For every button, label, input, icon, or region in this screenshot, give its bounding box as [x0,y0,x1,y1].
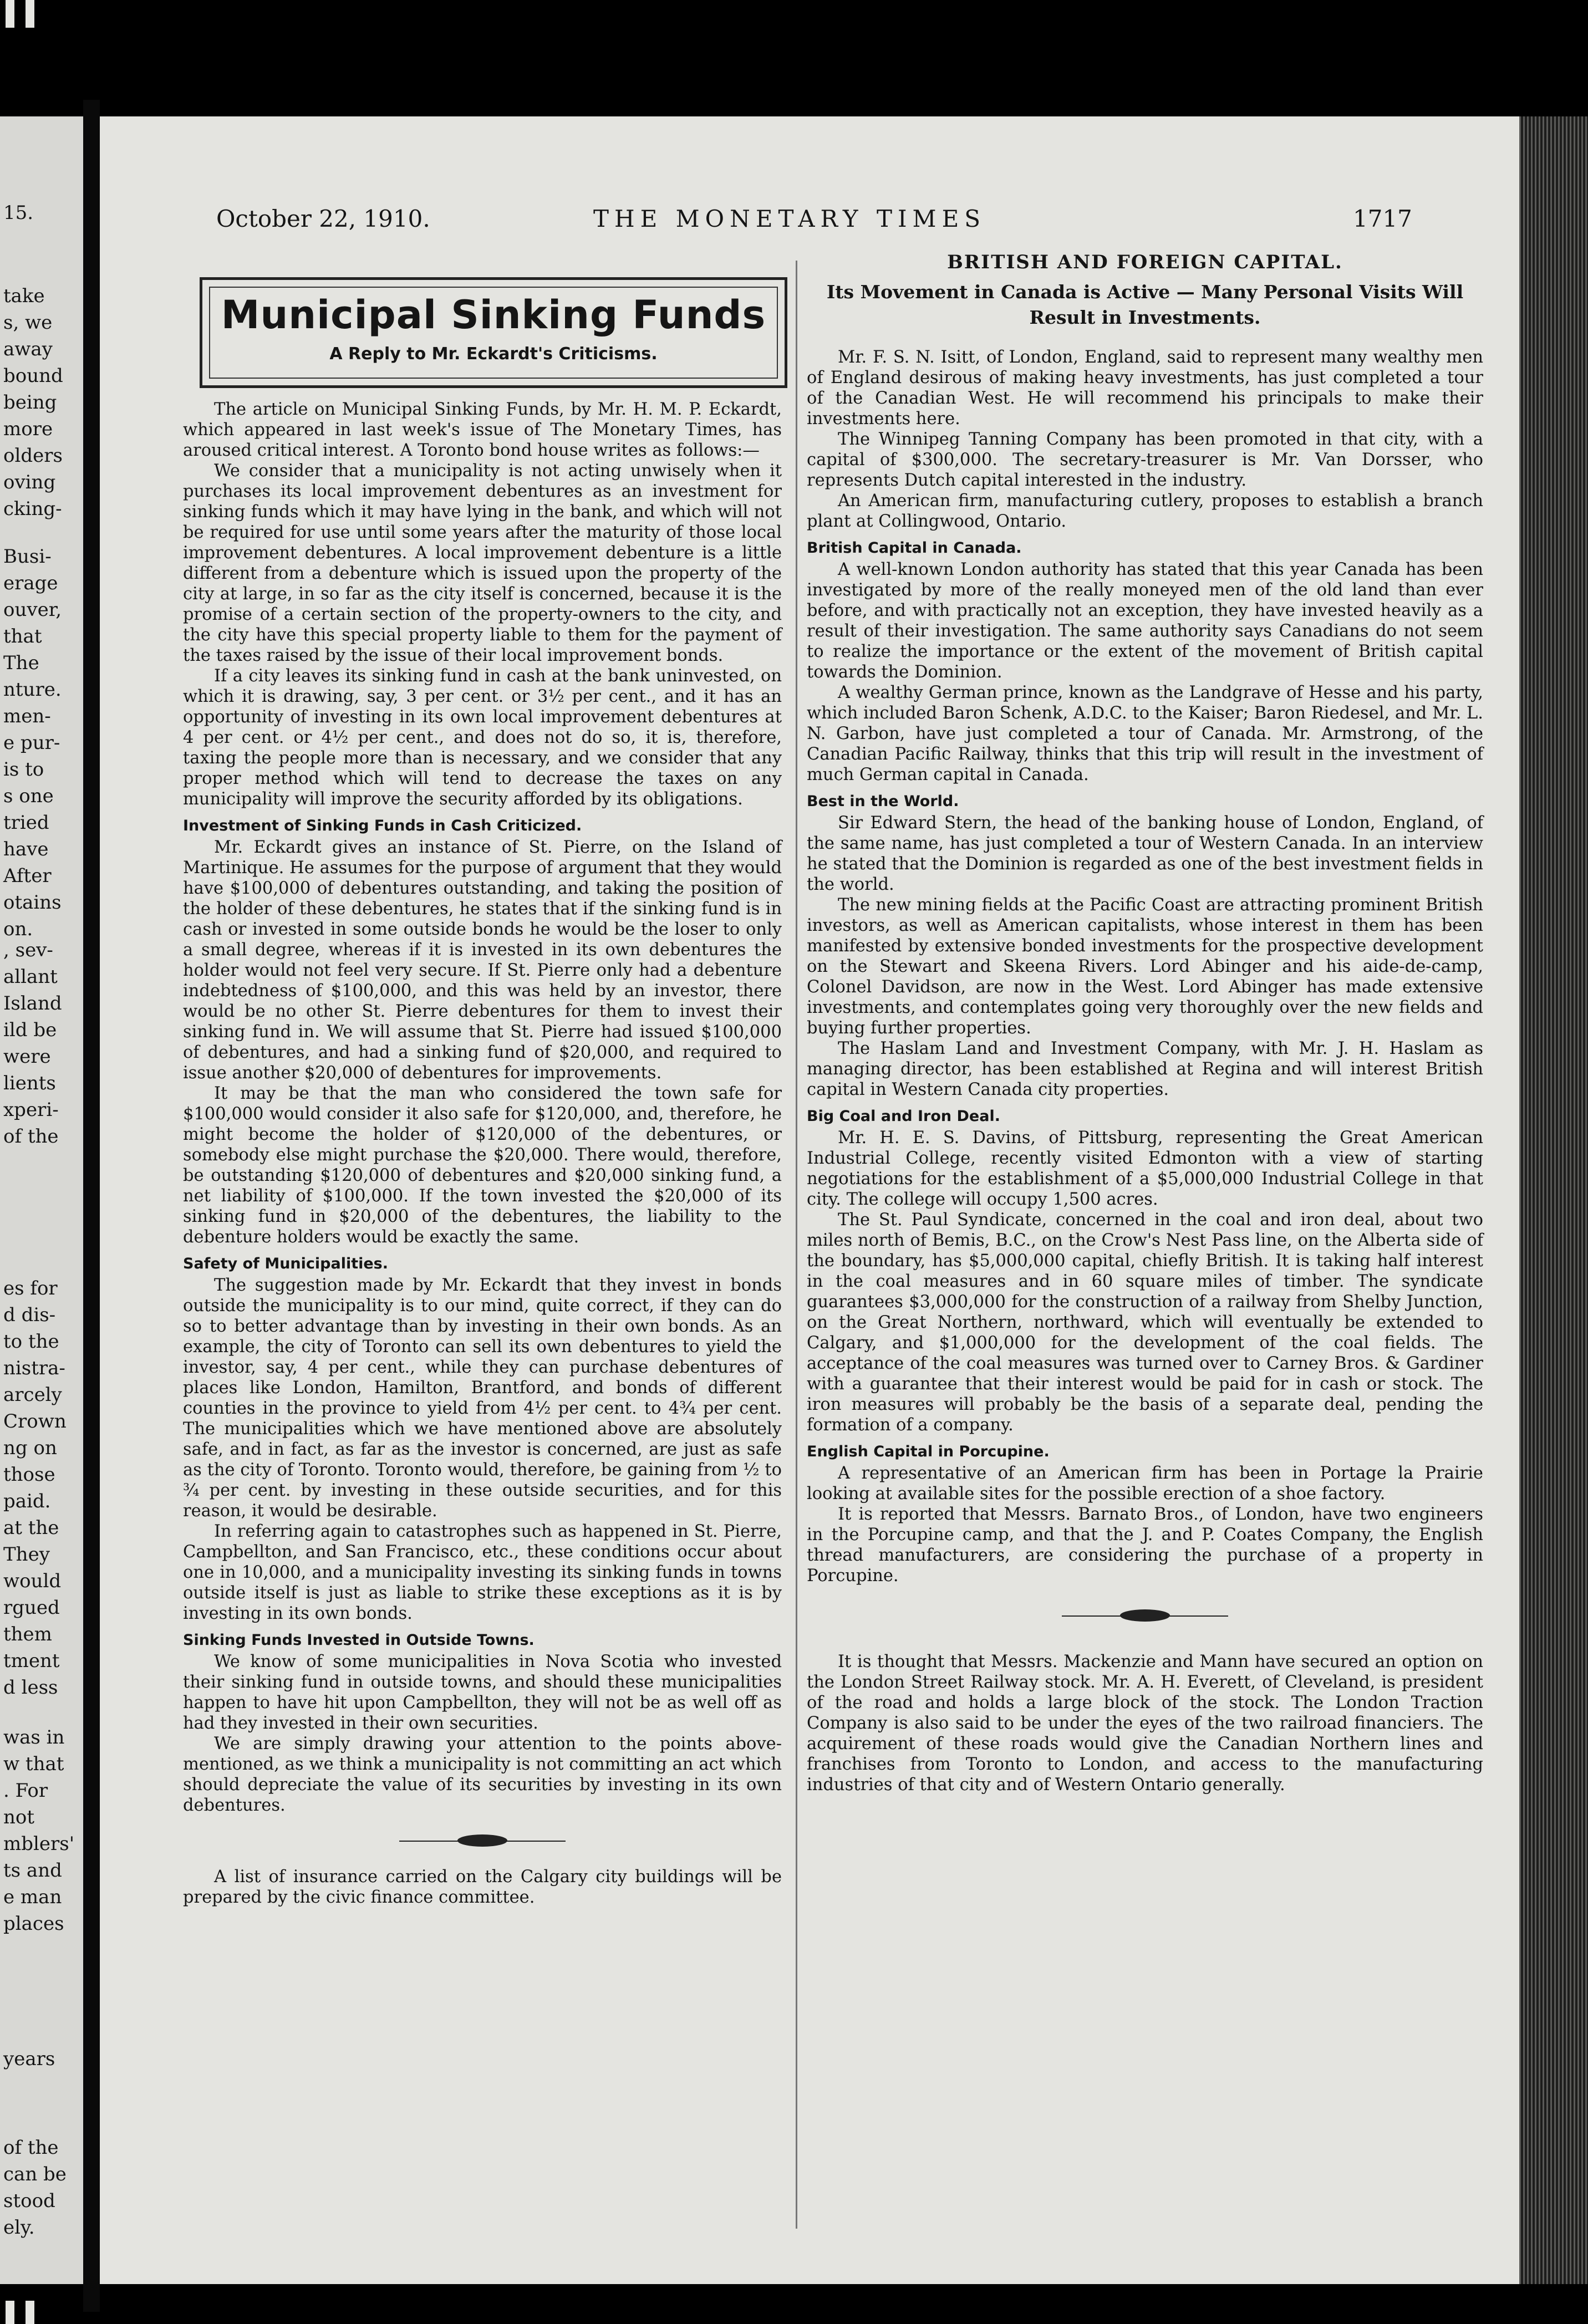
paragraph: Mr. F. S. N. Isitt, of London, England, said to represent many wealthy men of England desirous of making heavy investments, has just completed a tour of the Canadian West. He will recommend his principals to make their investments here. [807,348,1483,429]
paragraph: A well-known London authority has stated that this year Canada has been investigated by more of the really moneyed men of the old land than ever before, and with practically not an exception, they have invested heavily as a result of their investigation. The same authority says Canadians do not seem to realize the importance or the extent of the movement of British capital towards the Dominion. [807,560,1483,682]
paragraph: The suggestion made by Mr. Eckardt that they invest in bonds outside the municipality is to our mind, quite correct, if they can do so to better advantage than by investing in their own bonds. As an example, the city of Toronto can sell its own debentures to yield the investor, say, 4 per cent., while they can purchase debentures of places like London, Hamilton, Brantford, and bonds of different counties in the province to yield from 4½ per cent. to 4¾ per cent. The municipalities which we have mentioned above are absolutely safe, and in fact, as far as the investor is concerned, are just as safe as the city of Toronto. Toronto would, therefore, be gaining from ½ to ¾ per cent. by investing in these outside securities, and for this reason, it would be desirable. [183,1276,782,1521]
section-ornament [183,1830,782,1852]
adjacent-page-text: was in [3,1726,65,1749]
adjacent-page-text: of the [3,1125,59,1148]
issue-date: October 22, 1910. [216,205,430,232]
article-subtitle: Its Movement in Canada is Active — Many Personal Visits Will Result in Investments. [826,281,1464,328]
adjacent-page-text: can be [3,2163,67,2185]
article-title-box [200,277,787,388]
section-heading: Safety of Municipalities. [183,1255,389,1272]
paragraph: Sir Edward Stern, the head of the banking house of London, England, of the same name, has just completed a tour of Western Canada. In an interview he stated that the Dominion is regarded as one of the best investment fields in the world. [807,813,1483,894]
adjacent-page-text: tment [3,1650,60,1672]
left-column [183,399,782,1908]
adjacent-page-text: have [3,838,49,860]
adjacent-page-text: to the [3,1331,59,1353]
adjacent-page-text: arcely [3,1384,62,1406]
paragraph: The article on Municipal Sinking Funds, by Mr. H. M. P. Eckardt, which appeared in last week's issue of The Monetary Times, has aroused critical interest. A Toronto bond house writes as follows:— [183,400,782,460]
adjacent-page-text: not [3,1806,35,1828]
adjacent-page-text: w that [3,1753,64,1775]
book-gutter [83,100,100,2312]
adjacent-page-text: ouver, [3,599,62,621]
adjacent-page-text: ild be [3,1019,57,1041]
paragraph: The Winnipeg Tanning Company has been promoted in that city, with a capital of $300,000. The secretary-treasurer is Mr. Van Dorsser, who represents Dutch capital interested in the industry. [807,430,1483,490]
page-number: 1717 [1353,205,1412,232]
section-heading: English Capital in Porcupine. [807,1443,1050,1460]
page-stack-edge [1519,116,1588,2284]
adjacent-page-text: s, we [3,312,53,334]
paragraph: If a city leaves its sinking fund in cash at the bank uninvested, on which it is drawing, say, 3 per cent. or 3½ per cent., and it has an opportunity of investing in its own local improvement debentures at 4 per cent. or 4½ per cent., and does not do so, it is, therefore, taxing the people more than is necessary, and we consider that any proper method which will tend to decrease the taxes on any municipality will improve the security afforded by its obligations. [183,666,782,809]
article-title: Municipal Sinking Funds [221,292,766,338]
adjacent-page-text: The [3,652,39,674]
film-edge-marks-top [6,0,39,28]
adjacent-page-text: es for [3,1277,58,1299]
paragraph: In referring again to catastrophes such as happened in St. Pierre, Campbellton, and San Francisco, etc., these conditions occur about one in 10,000, and a municipality investing its sinking funds in towns outside itself is just as liable to strike these exceptions as it is by investing in its own bonds. [183,1522,782,1623]
newspaper-page [100,116,1519,2284]
adjacent-page-text: bound [3,365,63,387]
adjacent-page-text: ely. [3,2216,35,2239]
adjacent-page-text: 15. [3,202,34,224]
adjacent-page-text: were [3,1046,51,1068]
adjacent-page-text: cking- [3,498,62,520]
adjacent-page-fragment [0,116,83,2284]
paragraph: It is thought that Messrs. Mackenzie and Mann have secured an option on the London Street Railway stock. Mr. A. H. Everett, of Cleveland, is president of the road and holds a large block of the stock. The London Traction Company is also said to be under the eyes of the two railroad financiers. The acquirement of these roads would give the Canadian Northern lines and franchises from Toronto to London, and access to the manufacturing industries of that city and of Western Ontario generally. [807,1652,1483,1795]
adjacent-page-text: years [3,2048,55,2070]
section-heading: Investment of Sinking Funds in Cash Criticized. [183,817,582,834]
adjacent-page-text: e man [3,1886,62,1908]
adjacent-page-text: men- [3,705,51,727]
paragraph: It may be that the man who considered the town safe for $100,000 would consider it also safe for $120,000, and, therefore, he might become the holder of $120,000 of the debentures, or somebody else might purchase the $20,000. There would, therefore, be outstanding $120,000 of debentures and $20,000 sinking fund, a net liability of $100,000. If the town invested the $20,000 of its sinking fund in $20,000 of the debentures, the liability to the debenture holders would be exactly the same. [183,1084,782,1247]
section-heading: Sinking Funds Invested in Outside Towns. [183,1632,535,1649]
paragraph: We consider that a municipality is not acting unwisely when it purchases its local improvement debentures as an investment for sinking funds which it may have lying in the bank, and which will not be required for use until some years after the maturity of those local improvement debentures. A local improvement debenture is a little different from a debenture which is issued upon the property of the city at large, in so far as the city itself is concerned, because it is the promise of a certain section of the property-owners to the city, and the city have this special property liable to them for the payment of the taxes raised by the issue of their local improvement bonds. [183,461,782,665]
column-divider [796,261,797,2229]
section-ornament [807,1605,1483,1627]
film-edge-marks-bottom [6,2301,39,2324]
adjacent-page-text: oving [3,471,56,493]
adjacent-page-text: Crown [3,1410,67,1433]
article-title: BRITISH AND FOREIGN CAPITAL. [947,251,1343,273]
paragraph: We know of some municipalities in Nova Scotia who invested their sinking fund in outside towns, and should these municipalities happen to have hit upon Campbellton, they will not be as well off as had they invested in their own securities. [183,1652,782,1733]
adjacent-page-text: more [3,418,53,440]
adjacent-page-text: tried [3,812,49,834]
paragraph: A representative of an American firm has been in Portage la Prairie looking at available sites for the possible erection of a shoe factory. [807,1464,1483,1504]
adjacent-page-text: that [3,625,42,648]
adjacent-page-text: After [3,865,52,887]
adjacent-page-text: xperi- [3,1099,59,1121]
adjacent-page-text: olders [3,445,63,467]
paragraph: Mr. H. E. S. Davins, of Pittsburg, representing the Great American Industrial College, recently visited Edmonton with a view of starting negotiations for the establishment of a $5,000,000 Industrial College in that city. The college will occupy 1,500 acres. [807,1128,1483,1209]
section-heading: Big Coal and Iron Deal. [807,1108,1000,1125]
paragraph: The St. Paul Syndicate, concerned in the coal and iron deal, about two miles north of Bemis, B.C., on the Crow's Nest Pass line, on the Alberta side of the boundary, has $5,000,000 capital, chiefly British. It is taking half interest in the coal measures and in 60 square miles of timber. The syndicate guarantees $3,000,000 for the construction of a railway from Shelby Junction, on the Great Northern, northward, which will eventually be extended to Calgary, and $1,000,000 for the development of the coal fields. The acceptance of the coal measures was turned over to Carney Bros. & Gardiner with a guarantee that their interest would be paid for in cash or stock. The iron measures will probably be the basis of a separate deal, pending the formation of a company. [807,1210,1483,1435]
adjacent-page-text: of the [3,2137,59,2159]
adjacent-page-text: allant [3,966,58,988]
paragraph: It is reported that Messrs. Barnato Bros., of London, have two engineers in the Porcupine camp, and that the J. and P. Coates Company, the English thread manufacturers, are considering the purchase of a property in Porcupine. [807,1505,1483,1586]
section-heading: Best in the World. [807,793,959,810]
paragraph: The new mining fields at the Pacific Coast are attracting prominent British investors, as well as American capitalists, whose interest in them has been manifested by extensive bonded investments for the prospective development on the Stewart and Skeena Rivers. Lord Abinger and his aide-de-camp, Colonel Davidson, are now in the West. Lord Abinger has made extensive investments, and contemplates going very thoroughly over the new fields and buying further properties. [807,895,1483,1038]
paragraph: We are simply drawing your attention to the points above-mentioned, as we think a municipality is not committing an act which should depreciate the value of its securities by investing in its own debentures. [183,1734,782,1815]
adjacent-page-text: nture. [3,679,62,701]
adjacent-page-text: d less [3,1676,58,1699]
adjacent-page-text: stood [3,2190,55,2212]
publication-title: THE MONETARY TIMES [593,205,986,232]
adjacent-page-text: mblers' [3,1833,75,1855]
adjacent-page-text: e pur- [3,732,60,754]
paragraph: An American firm, manufacturing cutlery, proposes to establish a branch plant at Collingwood, Ontario. [807,491,1483,531]
adjacent-page-text: them [3,1623,52,1645]
adjacent-page-text: those [3,1464,55,1486]
paragraph: The Haslam Land and Investment Company, with Mr. J. H. Haslam as managing director, has been established at Regina and will interest British capital in Western Canada city properties. [807,1039,1483,1099]
paragraph: A list of insurance carried on the Calgary city buildings will be prepared by the civic finance committee. [183,1867,782,1907]
adjacent-page-text: on. [3,918,33,940]
adjacent-page-text: erage [3,572,58,594]
section-heading: British Capital in Canada. [807,539,1022,557]
adjacent-page-text: take [3,285,45,307]
adjacent-page-text: lients [3,1072,56,1094]
paragraph: A wealthy German prince, known as the Landgrave of Hesse and his party, which included Baron Schenk, A.D.C. to the Kaiser; Baron Riedesel, and Mr. L. N. Garbon, have just completed a tour of Canada. Mr. Armstrong, of the Canadian Pacific Railway, thinks that this trip will result in the investment of much German capital in Canada. [807,683,1483,784]
adjacent-page-text: rgued [3,1597,60,1619]
paragraph: Mr. Eckardt gives an instance of St. Pierre, on the Island of Martinique. He assumes for the purpose of argument that they would have $100,000 of debentures outstanding, and taking the position of the holder of these debentures, he states that if the sinking fund is in cash or invested in some outside bonds he would be the loser to only a small degree, whereas if it is invested in its own debentures the holder would not feel very secure. If St. Pierre only had a debenture indebtedness of $100,000, and this was held by an investor, there would be no other St. Pierre debentures for them to invest their sinking fund in. We will assume that St. Pierre had issued $100,000 of debentures, and had a sinking fund of $20,000, and required to issue another $20,000 of debentures for improvements. [183,838,782,1083]
adjacent-page-text: paid. [3,1490,51,1512]
adjacent-page-text: ts and [3,1859,62,1882]
adjacent-page-text: Busi- [3,546,52,568]
adjacent-page-text: ng on [3,1437,57,1459]
adjacent-page-text: at the [3,1517,59,1539]
adjacent-page-text: away [3,338,53,360]
adjacent-page-text: places [3,1913,64,1935]
right-column [807,249,1483,1795]
adjacent-page-text: s one [3,785,54,807]
adjacent-page-text: is to [3,758,44,781]
article-subtitle: A Reply to Mr. Eckardt's Criticisms. [329,344,658,364]
adjacent-page-text: nistra- [3,1357,65,1379]
adjacent-page-text: Island [3,992,62,1015]
adjacent-page-text: . For [3,1780,48,1802]
adjacent-page-text: d dis- [3,1304,56,1326]
adjacent-page-text: otains [3,891,62,914]
adjacent-page-text: They [3,1543,50,1566]
adjacent-page-text: would [3,1570,62,1592]
adjacent-page-text: being [3,391,57,414]
adjacent-page-text: , sev- [3,939,53,961]
